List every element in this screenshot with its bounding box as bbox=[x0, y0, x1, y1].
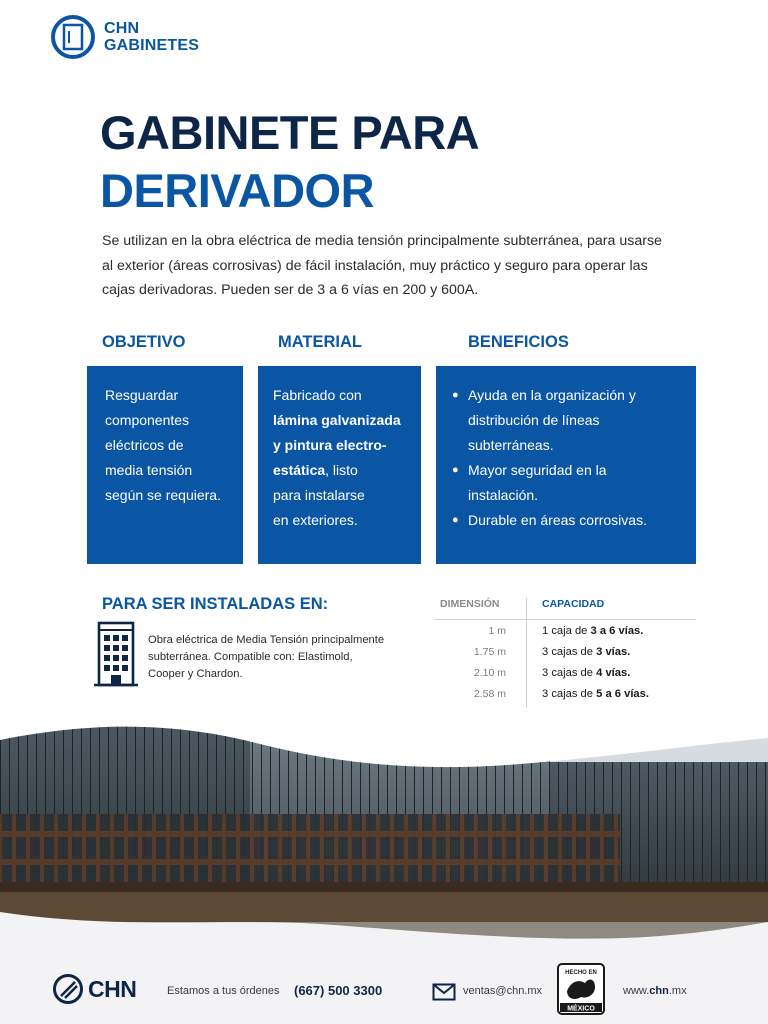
hecho-en-mexico-badge bbox=[557, 963, 605, 1015]
material-line: para instalarse bbox=[273, 487, 365, 503]
row-capacity-bold: 4 vías. bbox=[596, 667, 631, 679]
table-row bbox=[434, 625, 696, 646]
mail-icon bbox=[432, 983, 456, 1001]
material-card bbox=[258, 366, 421, 564]
chn-logo-icon bbox=[52, 973, 84, 1005]
material-heading: MATERIAL bbox=[278, 333, 363, 351]
building-icon bbox=[94, 620, 138, 688]
objetivo-line: componentes bbox=[105, 412, 190, 428]
footer bbox=[0, 945, 768, 1024]
objetivo-line: media tensión bbox=[105, 462, 193, 478]
beneficios-item: ● Ayuda en la organización y distribución de líneas subterráneas. bbox=[454, 383, 666, 458]
material-line: Fabricado con bbox=[273, 387, 362, 403]
install-heading: PARA SER INSTALADAS EN: bbox=[102, 595, 329, 613]
row-capacity: 3 cajas de bbox=[542, 667, 597, 679]
intro-paragraph: Se utilizan en la obra eléctrica de media tensión principalmente subterránea, para usarse al exterior (áreas corrosivas) de fácil instalación, muy práctico y seguro para operar las cajas derivadoras. Pueden ser de 3 a 6 vías en 200 y 600A. bbox=[102, 233, 662, 298]
objetivo-heading: OBJETIVO bbox=[102, 333, 186, 351]
table-row bbox=[434, 688, 696, 709]
table-row bbox=[434, 646, 696, 667]
row-dimension: 2.58 m bbox=[473, 688, 506, 700]
row-dimension: 1 m bbox=[488, 625, 506, 637]
brand-name-line2: GABINETES bbox=[104, 37, 200, 54]
objetivo-line: eléctricos de bbox=[105, 437, 184, 453]
material-line: en exteriores. bbox=[273, 512, 358, 528]
footer-website-pre: www. bbox=[623, 985, 650, 997]
page-title-line1: GABINETE PARA bbox=[100, 106, 480, 159]
brand-name-line1: CHN bbox=[104, 20, 140, 37]
badge-bottom-text: MÉXICO bbox=[567, 1005, 595, 1013]
objetivo-line: Resguardar bbox=[105, 387, 179, 403]
table-divider bbox=[434, 619, 696, 620]
footer-logo-text: CHN bbox=[88, 975, 137, 1002]
brand-name bbox=[104, 20, 199, 54]
row-capacity-bold: 3 vías. bbox=[596, 646, 631, 658]
row-capacity: 3 cajas de bbox=[542, 688, 597, 700]
page-title-line2: DERIVADOR bbox=[100, 164, 375, 217]
row-dimension: 2.10 m bbox=[473, 667, 506, 679]
row-dimension: 1.75 m bbox=[473, 646, 506, 658]
table-row bbox=[434, 667, 696, 688]
footer-website[interactable] bbox=[623, 985, 687, 997]
objetivo-card bbox=[87, 366, 243, 564]
footer-logo bbox=[52, 973, 136, 1005]
footer-order-text: Estamos a tus órdenes bbox=[167, 985, 280, 997]
row-capacity-bold: 5 a 6 vías. bbox=[596, 688, 649, 700]
row-capacity: 1 caja de bbox=[542, 625, 591, 637]
beneficios-card bbox=[436, 366, 696, 564]
material-line: , listo bbox=[325, 462, 358, 478]
beneficios-item: ● Durable en áreas corrosivas. bbox=[454, 508, 666, 533]
footer-email[interactable]: ventas@chn.mx bbox=[463, 985, 543, 997]
footer-website-bold: chn bbox=[649, 985, 669, 997]
beneficios-list bbox=[454, 383, 666, 533]
install-text: Obra eléctrica de Media Tensión principalmente subterránea. Compatible con: Elastimold, Cooper y Chardon. bbox=[148, 634, 385, 680]
objetivo-line: según se requiera. bbox=[105, 487, 221, 503]
footer-website-post: .mx bbox=[668, 985, 687, 997]
footer-phone[interactable]: (667) 500 3300 bbox=[294, 983, 383, 998]
row-capacity: 3 cajas de bbox=[542, 646, 597, 658]
cabinet-logo-icon bbox=[50, 14, 96, 60]
beneficios-heading: BENEFICIOS bbox=[468, 333, 569, 351]
material-bold: y pintura electro- bbox=[273, 437, 387, 453]
badge-top-text: HECHO EN bbox=[565, 970, 597, 976]
brand-logo bbox=[50, 14, 199, 60]
table-header-capacity: CAPACIDAD bbox=[542, 598, 605, 610]
beneficios-item: ● Mayor seguridad en la instalación. bbox=[454, 458, 666, 508]
building-photo bbox=[0, 722, 768, 962]
row-capacity-bold: 3 a 6 vías. bbox=[590, 625, 644, 637]
material-bold: estática bbox=[273, 462, 326, 478]
table-header-dimension: DIMENSIÓN bbox=[440, 598, 500, 610]
material-bold: lámina galvanizada bbox=[273, 412, 401, 428]
page-title bbox=[100, 104, 479, 220]
